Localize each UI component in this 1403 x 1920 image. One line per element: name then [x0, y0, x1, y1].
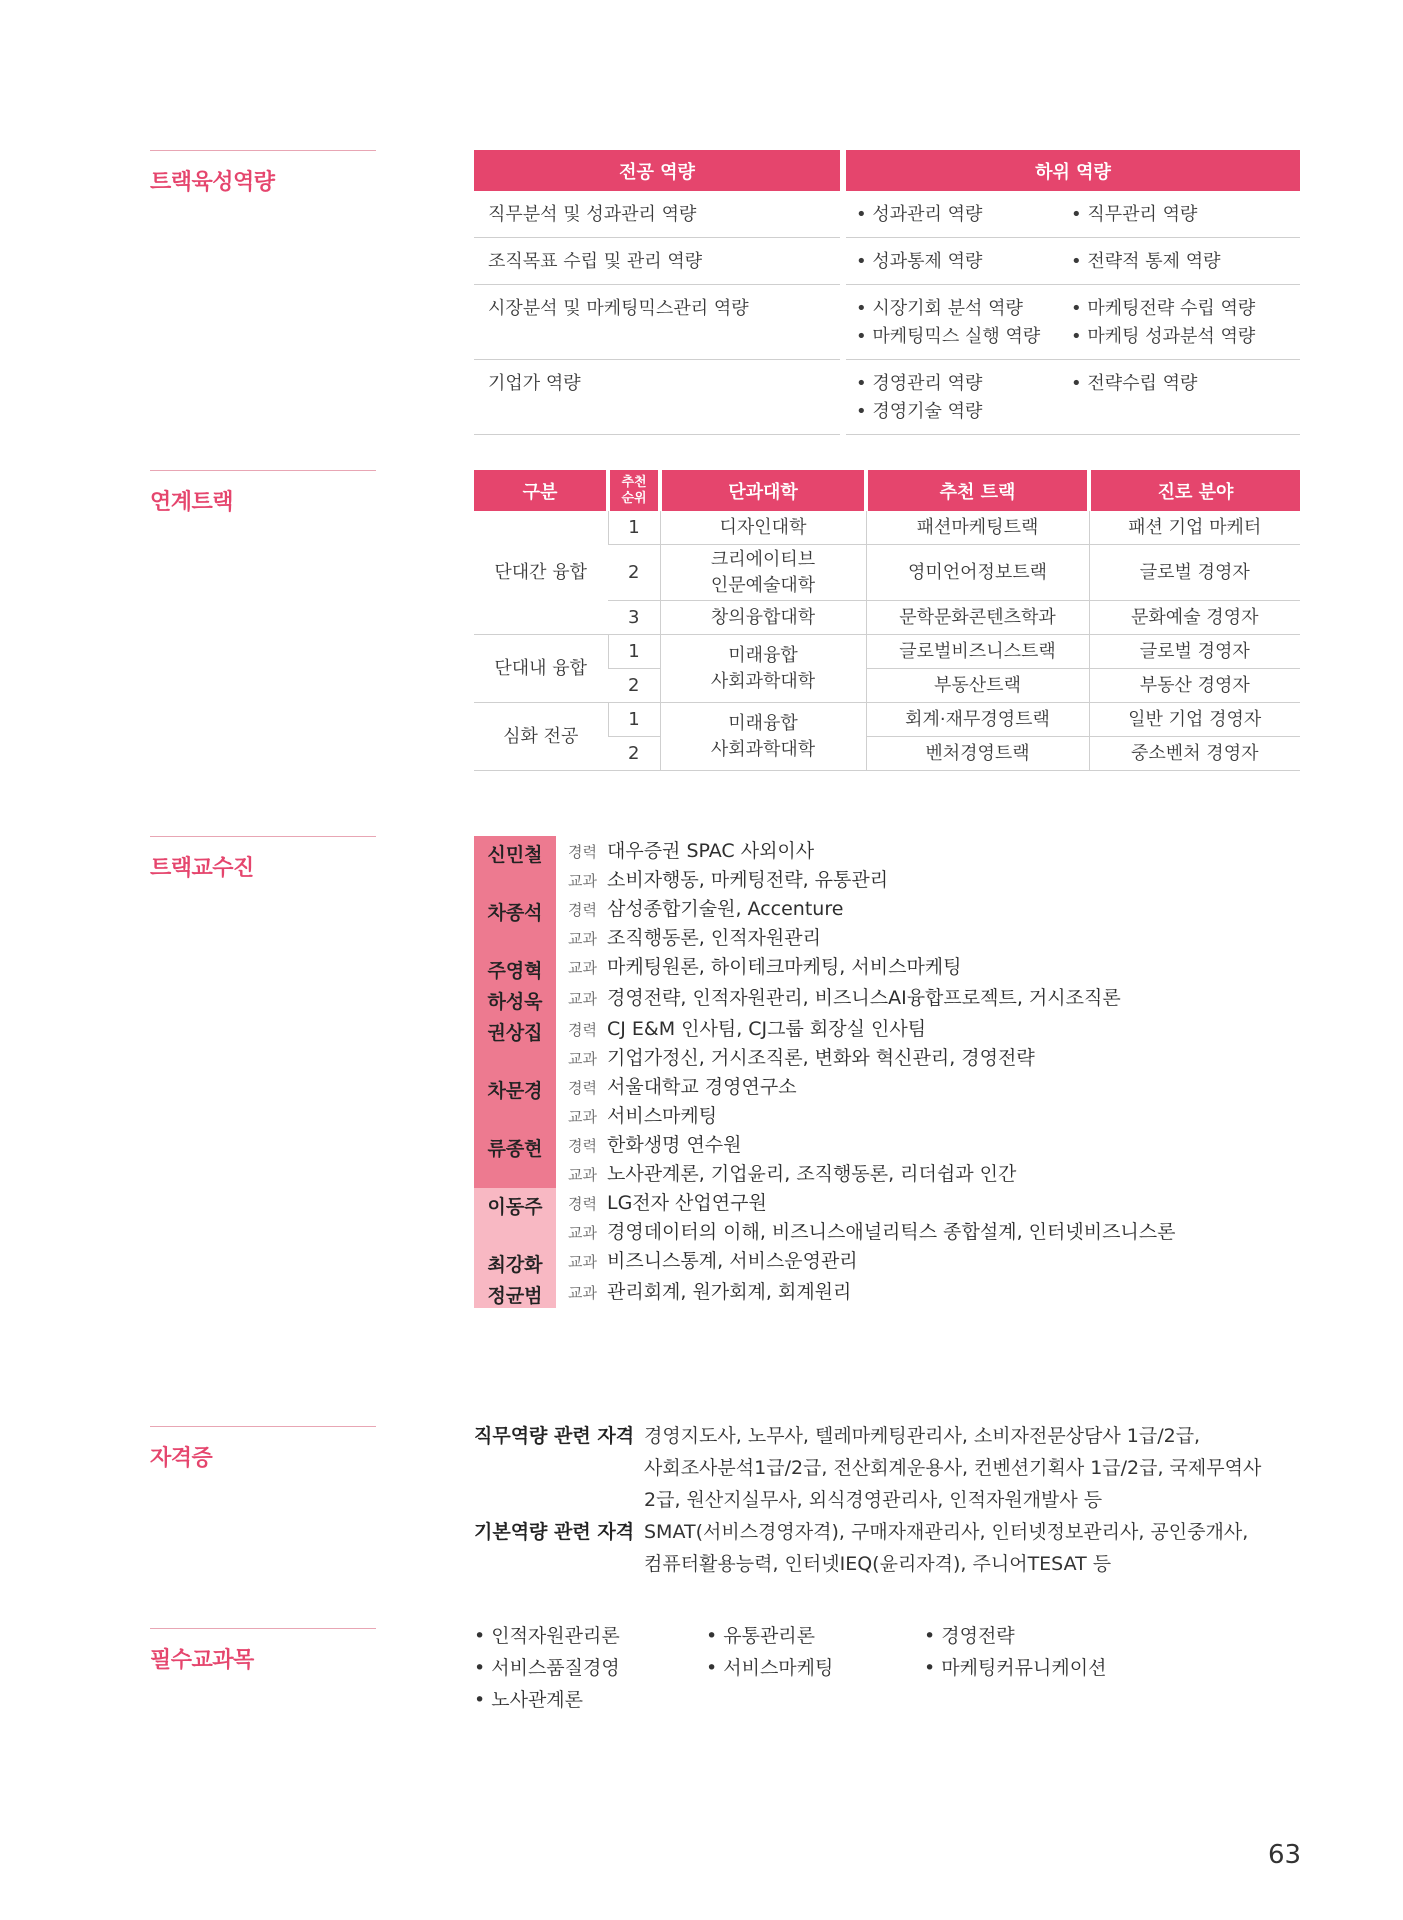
professor-name: 이동주 [474, 1188, 556, 1246]
certificate-label: 직무역량 관련 자격 [474, 1425, 635, 1447]
professor-name: 류종현 [474, 1130, 556, 1188]
course-tag: 교과 [568, 959, 597, 977]
certificate-line: SMAT(서비스경영자격), 구매자재관리사, 인터넷정보관리사, 공인중개사, [644, 1521, 1249, 1543]
career-tag: 경력 [568, 1079, 597, 1097]
required-course-grid [474, 1620, 1300, 1716]
course-text: 경영데이터의 이해, 비즈니스애널리틱스 종합설계, 인터넷비즈니스론 [606, 1221, 1176, 1243]
section-title-certificate: 자격증 [150, 1426, 376, 1472]
college-cell: 미래융합 사회과학대학 [660, 635, 866, 703]
career-tag: 경력 [568, 901, 597, 919]
certificate-line: 2급, 원산지실무사, 외식경영관리사, 인적자원개발사 등 [644, 1489, 1103, 1511]
career-cell: 글로벌 경영자 [1089, 545, 1300, 601]
rank-cell: 1 [608, 511, 660, 545]
course-text: 소비자행동, 마케팅전략, 유통관리 [606, 869, 889, 891]
track-cell: 글로벌비즈니스트랙 [866, 635, 1089, 669]
competency-table [474, 150, 1300, 435]
competency-table-wrap [474, 150, 1300, 435]
required-course-item: • 서비스품질경영 [474, 1652, 706, 1684]
professor-row [474, 1246, 1300, 1277]
career-tag: 경력 [568, 1021, 597, 1039]
career-cell: 일반 기업 경영자 [1089, 703, 1300, 737]
career-tag: 경력 [568, 843, 597, 861]
career-line [568, 1014, 1035, 1043]
course-text: 경영전략, 인적자원관리, 비즈니스AI융합프로젝트, 거시조직론 [606, 987, 1121, 1009]
professor-name: 신민철 [474, 836, 556, 894]
certificate-line: 컴퓨터활용능력, 인터넷IEQ(윤리자격), 주니어TESAT 등 [644, 1553, 1112, 1575]
required-course-item: • 유통관리론 [706, 1620, 924, 1652]
college-cell: 창의융합대학 [660, 601, 866, 635]
professor-name: 하성욱 [474, 983, 556, 1014]
major-competency-cell: 조직목표 수립 및 관리 역량 [474, 238, 840, 285]
list-item: • 마케팅 성과분석 역량 [1071, 323, 1286, 351]
table-row [474, 360, 1300, 435]
course-line [568, 865, 888, 894]
section-title-faculty: 트랙교수진 [150, 836, 376, 882]
professor-row [474, 894, 1300, 952]
career-cell: 문화예술 경영자 [1089, 601, 1300, 635]
career-cell: 부동산 경영자 [1089, 669, 1300, 703]
type-cell: 단대내 융합 [474, 635, 608, 703]
track-table-wrap [474, 470, 1300, 771]
rank-cell: 2 [608, 737, 660, 771]
college-cell: 미래융합 사회과학대학 [660, 703, 866, 771]
table-row [474, 511, 1300, 545]
required-course-item: • 노사관계론 [474, 1684, 706, 1716]
certificate-list [474, 1420, 1300, 1580]
list-item: • 성과관리 역량 [856, 201, 1071, 229]
sub-competency-cell [846, 285, 1300, 360]
sub-competency-cell [846, 360, 1300, 435]
certificate-line: 경영지도사, 노무사, 텔레마케팅관리사, 소비자전문상담사 1급/2급, [644, 1425, 1201, 1447]
header-track: 추천 트랙 [866, 470, 1089, 511]
rank-cell: 1 [608, 635, 660, 669]
course-text: 노사관계론, 기업윤리, 조직행동론, 리더쉽과 인간 [606, 1163, 1017, 1185]
track-cell: 패션마케팅트랙 [866, 511, 1089, 545]
career-line [568, 836, 888, 865]
list-item: • 시장기회 분석 역량 [856, 295, 1071, 323]
sub-competency-cell [846, 238, 1300, 285]
list-item: • 마케팅전략 수립 역량 [1071, 295, 1286, 323]
career-line [568, 1072, 797, 1101]
course-tag: 교과 [568, 1224, 597, 1242]
required-course-item: • 경영전략 [924, 1620, 1224, 1652]
major-competency-cell: 시장분석 및 마케팅믹스관리 역량 [474, 285, 840, 360]
professor-row [474, 1130, 1300, 1188]
professor-row [474, 1277, 1300, 1308]
sub-competency-list [856, 201, 1071, 229]
required-courses [474, 1620, 1300, 1716]
course-tag: 교과 [568, 1284, 597, 1302]
career-line [568, 1130, 1016, 1159]
course-line [568, 1277, 851, 1306]
header-type: 구분 [474, 470, 608, 511]
professor-name: 차종석 [474, 894, 556, 952]
course-tag: 교과 [568, 1050, 597, 1068]
course-line [568, 1101, 797, 1130]
course-line [568, 923, 843, 952]
list-item: • 경영기술 역량 [856, 398, 1071, 426]
course-line [568, 1159, 1016, 1188]
professor-row [474, 952, 1300, 983]
course-line [568, 1217, 1176, 1246]
course-text: 조직행동론, 인적자원관리 [606, 927, 821, 949]
career-text: LG전자 산업연구원 [606, 1192, 767, 1214]
rank-cell: 3 [608, 601, 660, 635]
required-course-item: • 마케팅커뮤니케이션 [924, 1652, 1224, 1684]
table-row [474, 238, 1300, 285]
list-item: • 전략수립 역량 [1071, 370, 1286, 398]
course-tag: 교과 [568, 1108, 597, 1126]
career-text: CJ E&M 인사팀, CJ그룹 회장실 인사팀 [606, 1018, 927, 1040]
course-text: 마케팅원론, 하이테크마케팅, 서비스마케팅 [606, 956, 962, 978]
professor-name: 권상집 [474, 1014, 556, 1072]
section-title-competency: 트랙육성역량 [150, 150, 376, 196]
course-text: 관리회계, 원가회계, 회계원리 [606, 1281, 852, 1303]
course-tag: 교과 [568, 872, 597, 890]
professor-name: 정균범 [474, 1277, 556, 1308]
header-career: 진로 분야 [1089, 470, 1300, 511]
linked-track-table [474, 470, 1300, 771]
career-tag: 경력 [568, 1137, 597, 1155]
track-cell: 문학문화콘텐츠학과 [866, 601, 1089, 635]
header-sub-competency: 하위 역량 [846, 150, 1300, 191]
list-item: • 성과통제 역량 [856, 248, 1071, 276]
professor-row [474, 983, 1300, 1014]
sub-competency-list [856, 295, 1071, 351]
course-line [568, 1246, 858, 1275]
table-row [474, 191, 1300, 238]
course-tag: 교과 [568, 1166, 597, 1184]
header-college: 단과대학 [660, 470, 866, 511]
professor-row [474, 836, 1300, 894]
professor-name: 차문경 [474, 1072, 556, 1130]
professor-name: 최강화 [474, 1246, 556, 1277]
sub-competency-list [1071, 370, 1286, 426]
career-text: 대우증권 SPAC 사외이사 [606, 840, 815, 862]
career-cell: 글로벌 경영자 [1089, 635, 1300, 669]
course-text: 비즈니스통계, 서비스운영관리 [606, 1250, 858, 1272]
section-title-linked-track: 연계트랙 [150, 470, 376, 516]
course-tag: 교과 [568, 1253, 597, 1271]
career-text: 삼성종합기술원, Accenture [606, 898, 844, 920]
track-cell: 영미언어정보트랙 [866, 545, 1089, 601]
page-number: 63 [1268, 1840, 1302, 1870]
career-cell: 패션 기업 마케터 [1089, 511, 1300, 545]
career-line [568, 894, 843, 923]
header-major-competency: 전공 역량 [474, 150, 840, 191]
major-competency-cell: 직무분석 및 성과관리 역량 [474, 191, 840, 238]
required-course-item: • 서비스마케팅 [706, 1652, 924, 1684]
career-cell: 중소벤처 경영자 [1089, 737, 1300, 771]
professor-row [474, 1014, 1300, 1072]
professor-row [474, 1188, 1300, 1246]
major-competency-cell: 기업가 역량 [474, 360, 840, 435]
list-item: • 전략적 통제 역량 [1071, 248, 1286, 276]
course-text: 기업가정신, 거시조직론, 변화와 혁신관리, 경영전략 [606, 1047, 1035, 1069]
course-tag: 교과 [568, 990, 597, 1008]
sub-competency-list [856, 248, 1071, 276]
college-cell: 크리에이티브 인문예술대학 [660, 545, 866, 601]
sub-competency-list [856, 370, 1071, 426]
certificate-row [474, 1420, 1300, 1516]
faculty-list [474, 836, 1300, 1308]
college-cell: 디자인대학 [660, 511, 866, 545]
competency-table-body [474, 191, 1300, 435]
sub-competency-cell [846, 191, 1300, 238]
list-item: • 경영관리 역량 [856, 370, 1071, 398]
section-title-required: 필수교과목 [150, 1628, 376, 1674]
linked-track-table-body [474, 511, 1300, 771]
type-cell: 심화 전공 [474, 703, 608, 771]
course-text: 서비스마케팅 [606, 1105, 718, 1127]
rank-cell: 2 [608, 669, 660, 703]
sub-competency-list [1071, 201, 1286, 229]
list-item: • 마케팅믹스 실행 역량 [856, 323, 1071, 351]
table-row [474, 703, 1300, 737]
rank-cell: 1 [608, 703, 660, 737]
career-tag: 경력 [568, 1195, 597, 1213]
course-line [568, 1043, 1035, 1072]
career-text: 한화생명 연수원 [606, 1134, 742, 1156]
certificate-label: 기본역량 관련 자격 [474, 1521, 635, 1543]
course-tag: 교과 [568, 930, 597, 948]
type-cell: 단대간 융합 [474, 511, 608, 635]
rank-cell: 2 [608, 545, 660, 601]
sub-competency-list [1071, 295, 1286, 351]
header-rank: 추천 순위 [608, 470, 660, 511]
track-cell: 부동산트랙 [866, 669, 1089, 703]
sub-competency-list [1071, 248, 1286, 276]
track-cell: 벤처경영트랙 [866, 737, 1089, 771]
professor-name: 주영혁 [474, 952, 556, 983]
certificate-row [474, 1516, 1300, 1580]
career-line [568, 1188, 1176, 1217]
course-line [568, 952, 962, 981]
course-line [568, 983, 1121, 1012]
required-course-item: • 인적자원관리론 [474, 1620, 706, 1652]
table-row [474, 285, 1300, 360]
track-cell: 회계·재무경영트랙 [866, 703, 1089, 737]
list-item: • 직무관리 역량 [1071, 201, 1286, 229]
certificate-line: 사회조사분석1급/2급, 전산회계운용사, 컨벤션기획사 1급/2급, 국제무역사 [644, 1457, 1262, 1479]
table-row [474, 635, 1300, 669]
professor-row [474, 1072, 1300, 1130]
career-text: 서울대학교 경영연구소 [606, 1076, 797, 1098]
